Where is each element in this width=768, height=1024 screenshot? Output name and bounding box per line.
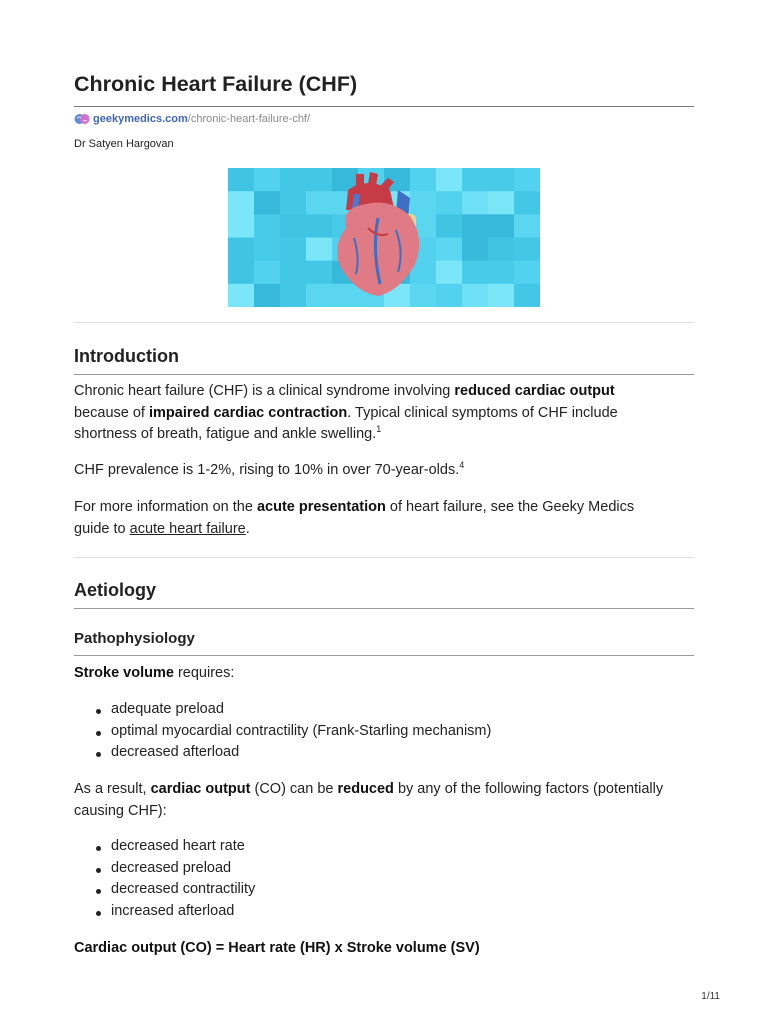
mosaic-tile	[462, 261, 489, 285]
acute-heart-failure-link[interactable]: acute heart failure	[129, 520, 246, 537]
mosaic-tile	[462, 191, 489, 215]
mosaic-tile	[462, 238, 489, 262]
mosaic-tile	[514, 168, 540, 192]
mosaic-tile	[228, 238, 255, 262]
mosaic-tile	[488, 168, 515, 192]
source-path[interactable]: /chronic-heart-failure-chf/	[187, 113, 311, 125]
source-url[interactable]	[74, 113, 310, 125]
reference-marker: 1	[376, 424, 382, 434]
mosaic-tile	[436, 238, 463, 262]
intro-paragraph-prevalence: CHF prevalence is 1-2%, rising to 10% in over 70-year-olds.$^4$	[74, 460, 465, 478]
mosaic-tile	[410, 284, 437, 307]
mosaic-tile	[514, 284, 540, 307]
reference-marker: 4	[459, 460, 465, 470]
mosaic-tile	[228, 284, 255, 307]
list-item: decreased contractility	[74, 879, 255, 901]
mosaic-tile	[280, 261, 307, 285]
mosaic-tile	[306, 214, 333, 238]
subheading-underline	[74, 655, 694, 656]
mosaic-tile	[488, 238, 515, 262]
section-heading-introduction: Introduction	[74, 346, 179, 366]
mosaic-tile	[514, 191, 540, 215]
list-item: adequate preload	[74, 699, 491, 721]
mosaic-tile	[436, 261, 463, 285]
stroke-volume-paragraph: Stroke volume requires:	[74, 665, 235, 681]
mosaic-tile	[410, 168, 437, 192]
list-item: decreased afterload	[74, 742, 491, 764]
page-title: Chronic Heart Failure (CHF)	[74, 72, 358, 96]
heart-illustration-image	[228, 168, 540, 307]
mosaic-tile	[410, 191, 437, 215]
mosaic-tile	[228, 261, 255, 285]
mosaic-tile	[332, 284, 359, 307]
mosaic-tile	[280, 214, 307, 238]
mosaic-tile	[436, 214, 463, 238]
mosaic-tile	[514, 238, 540, 262]
list-item: optimal myocardial contractility (Frank-Starling mechanism)	[74, 721, 491, 743]
subheading-pathophysiology: Pathophysiology	[74, 630, 195, 647]
mosaic-tile	[462, 214, 489, 238]
mosaic-tile	[462, 284, 489, 307]
mosaic-tile	[254, 261, 281, 285]
mosaic-tile	[488, 214, 515, 238]
title-divider	[74, 106, 694, 107]
list-item: decreased heart rate	[74, 836, 255, 858]
section-divider	[74, 322, 694, 323]
mosaic-tile	[228, 191, 255, 215]
source-domain[interactable]: geekymedics.com	[93, 113, 188, 125]
heading-underline	[74, 374, 694, 375]
cardiac-output-paragraph: As a result, cardiac output (CO) can be reduced by any of the following factors (potentially causing CHF):	[74, 781, 664, 819]
list-item: increased afterload	[74, 901, 255, 923]
mosaic-tile	[514, 214, 540, 238]
mosaic-tile	[280, 168, 307, 192]
cardiac-output-factors-list	[74, 836, 255, 923]
mosaic-tile	[488, 191, 515, 215]
list-item: decreased preload	[74, 858, 255, 880]
mosaic-tile	[306, 168, 333, 192]
mosaic-tile	[436, 284, 463, 307]
mosaic-tile	[254, 284, 281, 307]
mosaic-tile	[436, 168, 463, 192]
mosaic-tile	[254, 168, 281, 192]
cardiac-output-formula: Cardiac output (CO) = Heart rate (HR) x Stroke volume (SV)	[74, 940, 480, 956]
mosaic-tile	[306, 284, 333, 307]
mosaic-tile	[488, 261, 515, 285]
mosaic-tile	[228, 168, 255, 192]
mosaic-tile	[254, 238, 281, 262]
mosaic-tile	[306, 261, 333, 285]
heading-underline	[74, 608, 694, 609]
author-name: Dr Satyen Hargovan	[74, 138, 174, 150]
brain-logo-icon	[74, 113, 90, 125]
mosaic-tile	[228, 214, 255, 238]
mosaic-tile	[280, 238, 307, 262]
stroke-volume-requirements-list	[74, 699, 491, 764]
mosaic-tile	[306, 238, 333, 262]
mosaic-tile	[280, 284, 307, 307]
mosaic-tile	[514, 261, 540, 285]
mosaic-tile	[280, 191, 307, 215]
mosaic-tile	[306, 191, 333, 215]
mosaic-tile	[462, 168, 489, 192]
intro-paragraph-definition: Chronic heart failure (CHF) is a clinical syndrome involving reduced cardiac output because of impaired cardiac contraction. Typical clinical symptoms of CHF include shortness of breath, fatigue and ankle swelling.$^1$	[74, 383, 618, 442]
mosaic-tile	[488, 284, 515, 307]
section-divider	[74, 557, 694, 558]
page-number: 1/11	[701, 991, 720, 1002]
mosaic-tile	[254, 191, 281, 215]
intro-paragraph-more-info: For more information on the acute presentation of heart failure, see the Geeky Medics guide to acute heart failure.	[74, 499, 635, 537]
section-heading-aetiology: Aetiology	[74, 580, 157, 600]
mosaic-tile	[254, 214, 281, 238]
mosaic-tile	[436, 191, 463, 215]
